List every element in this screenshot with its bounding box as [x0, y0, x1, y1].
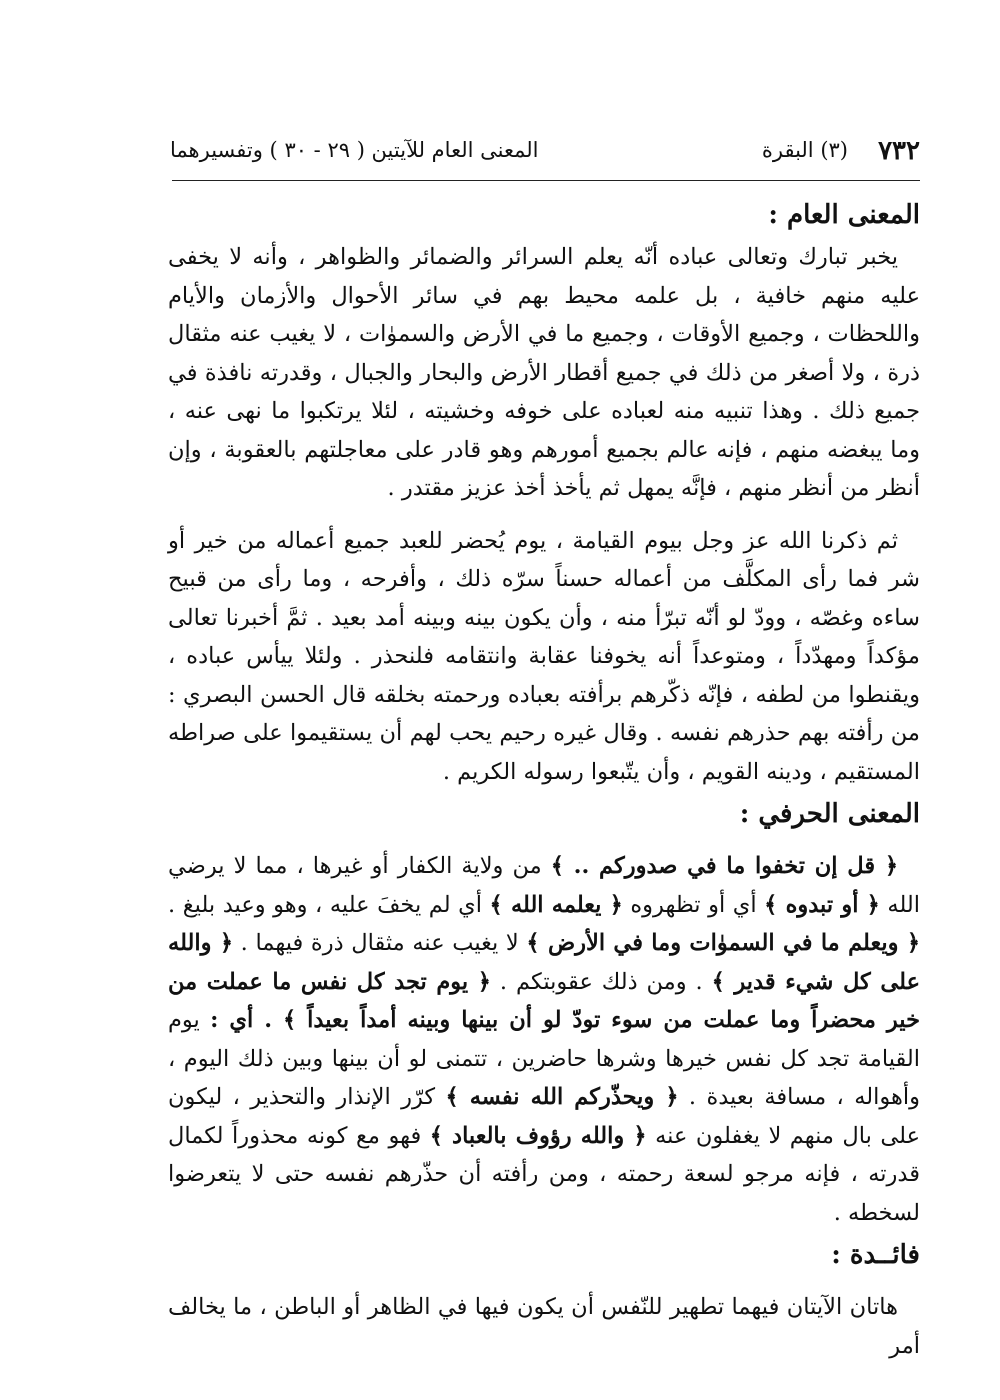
commentary-text: أي لم يخفَ عليه ، وهو وعيد بليغ . [168, 891, 490, 918]
chapter-label: (٣) البقرة [761, 138, 848, 162]
verse-quote: ﴿ يوم تجد كل نفس ما عملت من خير محضراً وما عملت من سوء تودّ لو أن بينها وبينه أمداً بعيداً ﴾ . أي : [168, 968, 920, 1033]
verse-quote: ﴿ أو تبدوه ﴾ [764, 891, 880, 918]
verse-quote: ﴿ والله على كل شيء قدير ﴾ [168, 930, 921, 995]
literal-meaning-paragraph [168, 847, 920, 1232]
commentary-text: من ولاية الكفار أو غيرها ، مما لا يرضي الله [168, 853, 921, 918]
benefit-paragraph: هاتان الآيتان فيهما تطهير للنّفس أن يكون فيها في الظاهر أو الباطن ، ما يخالف أمر [168, 1294, 920, 1359]
verse-quote: ﴿ قل إن تخفوا ما في صدوركم .. ﴾ [550, 853, 899, 879]
general-meaning-heading: المعنى العام : [768, 200, 920, 230]
commentary-text: كرّر الإنذار والتحذير ، ليكون على بال منهم لا يغفلون عنه [168, 1084, 920, 1149]
commentary-text: فهو مع كونه محذوراً لكمال قدرته ، فإنه مرجو لسعة رحمته ، ومن رأفته أن حذّرهم نفسه حتى لا يتعرضوا لسخطه . [168, 1122, 920, 1226]
benefit-heading: فائــدة : [831, 1240, 920, 1270]
literal-meaning-heading: المعنى الحرفي : [739, 799, 920, 829]
commentary-text: . ومن ذلك عقوبتكم . [490, 968, 712, 995]
page-body [168, 192, 920, 1365]
general-meaning-paragraph-1: يخبر تبارك وتعالى عباده أنّه يعلم السرائر والضمائر والظواهر ، وأنه لا يخفى عليه منهم خافية ، بل علمه محيط بهم في سائر الأحوال والأزمان والأيام واللحظات ، وجميع الأوقات ، وجميع ما في الأرض والسموٰات ، لا يغيب عنه مثقال ذرة ، ولا أصغر من ذلك في جميع أقطار الأرض والبحار والجبال ، وقدرته نافذة في جميع ذلك . وهذا تنبيه منه لعباده على خوفه وخشيته ، لئلا يرتكبوا ما نهى عنه ، وما يبغضه منهم ، فإنه عالم بجميع أمورهم وهو قادر على معاجلتهم بالعقوبة ، وإن أنظر من أنظر منهم ، فإنَّه يمهل ثم يأخذ أخذ عزيز مقتدر . [168, 244, 920, 501]
general-meaning-paragraph-2: ثم ذكرنا الله عز وجل بيوم القيامة ، يوم يُحضر للعبد جميع أعماله من خير أو شر فما رأى المكلَّف من أعماله حسناً سرّه ذلك ، وأفرحه ، وما رأى من قبيح ساءه وغصّه ، وودّ لو أنّه تبرّأ منه ، وأن يكون بينه وبينه أمد بعيد . ثمَّ أخبرنا تعالى مؤكداً ومهدّداً ، ومتوعداً أنه يخوفنا عقابة وانتقامه فلنحذر . ولئلا ييأس عباده ، ويقنطوا من لطفه ، فإنّه ذكّرهم برأفته بعباده ورحمته بخلقه قال الحسن البصري : من رأفته بهم حذرهم نفسه . وقال غيره رحيم يحب لهم أن يستقيموا على صراطه المستقيم ، ودينه القويم ، وأن يتّبعوا رسوله الكريم . [168, 527, 920, 785]
paragraph-gap [168, 508, 920, 522]
verse-quote: ﴿ والله رؤوف بالعباد ﴾ [429, 1122, 647, 1149]
page-header [170, 136, 920, 176]
header-rule [172, 180, 920, 181]
verse-quote: ﴿ ويعلم ما في السموٰات وما في الأرض ﴾ [526, 930, 920, 956]
commentary-text: أي أو تظهروه [622, 891, 765, 918]
verse-quote: ﴿ ويحذّركم الله نفسه ﴾ [445, 1084, 679, 1110]
paragraph-gap [168, 1278, 920, 1288]
page-number: ٧٣٢ [878, 136, 920, 166]
running-title: المعنى العام للآيتين ( ٢٩ - ٣٠ ) وتفسيرهما [170, 138, 539, 162]
commentary-text: يوم القيامة تجد كل نفس خيرها وشرها حاضرين ، تتمنى لو أن بينها وبين ذلك اليوم ، وأهواله ، مسافة بعيدة . [168, 1007, 920, 1110]
verse-quote: ﴿ يعلمه الله ﴾ [489, 891, 623, 918]
commentary-text: لا يغيب عنه مثقال ذرة فيهما . [233, 930, 527, 956]
paragraph-gap [168, 837, 920, 847]
